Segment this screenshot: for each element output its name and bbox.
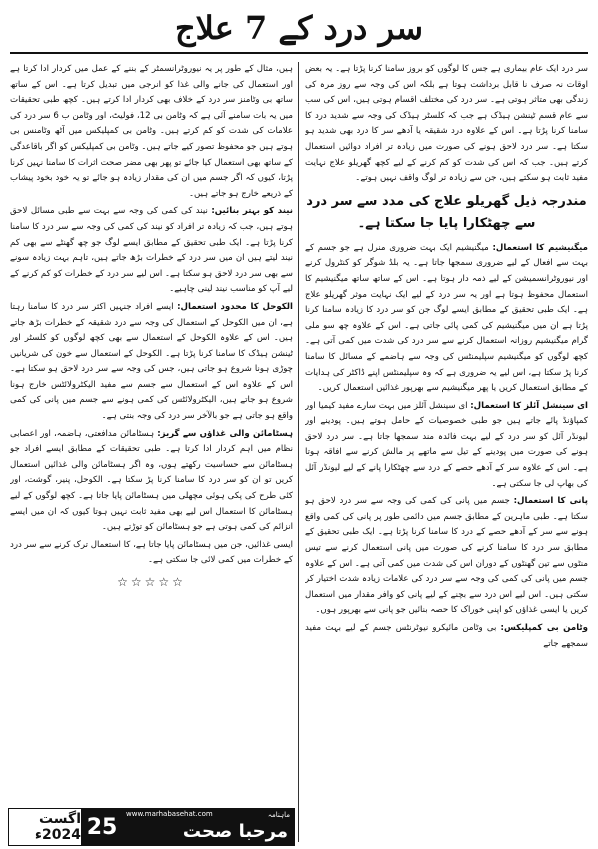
section-term: الکوحل کا محدود استعمال: <box>177 301 293 312</box>
closing-paragraph <box>10 538 293 569</box>
stars-divider: ☆☆☆☆☆ <box>117 575 186 589</box>
section-text: بی وٹامن مائیکرو نیوٹرنٹس جسم کے لیے بہت مفید سمجھے جاتے <box>305 623 588 649</box>
section-alcohol <box>10 300 293 425</box>
section-sleep <box>10 204 293 298</box>
column-divider <box>298 62 299 842</box>
section-term: ای سینشل آئلز کا استعمال: <box>470 400 588 411</box>
section-water <box>305 494 588 619</box>
section-term: میگنیشیم کا استعمال: <box>492 242 588 253</box>
section-essential-oils <box>305 399 588 493</box>
section-term: وٹامن بی کمپلیکس: <box>500 623 588 633</box>
section-text: ایسی غذائیں، جن میں ہسٹامائن پایا جاتا ہے، کا استعمال ترک کرنے سے سر درد کے خطرات میں کمی لائی جا سکتی ہے۔ <box>10 539 293 566</box>
section-vitamin-b <box>305 621 588 652</box>
magazine-name: مرحبا صحت <box>182 821 288 842</box>
section-histamine <box>10 427 293 536</box>
section-term: نیند کو بہتر بنائیں: <box>211 206 293 217</box>
section-text: ہسٹامائن مدافعتی، ہاضمہ، اور اعصابی نظام میں اہم کردار ادا کرتا ہے۔ طبی تحقیقات کے مطابق ایسے افراد جو ہسٹامائن سے حساسیت رکھتے ہوں، وہ اگر ہسٹامائن والی غذائیں استعمال کریں تو ان کو سر درد کا سامنا کرنا پڑ سکتا ہے۔ الکوحل، پنیر، گوشت، اور کئی طرح کی پکی ہوئی مچھلی میں ہسٹامائن پایا جاتا ہے۔ کچھ لوگوں کے لیے ہسٹامائن کا استعمال اس لیے بھی مفید ثابت نہیں ہوتا کیوں کہ ان میں ایسے انزائم کی کمی ہوتی ہے جو ہسٹامائن کو توڑتے ہیں۔ <box>10 428 293 533</box>
issue-date: اگست 2024ء <box>9 809 82 845</box>
section-magnesium <box>305 241 588 397</box>
section-text: ای سینشل آئلز میں بہت سارے مفید کیمیا اور کمپاؤنڈ پائے جاتے ہیں جو طبی خصوصیات کے حامل ہوتے ہیں۔ پودینے اور لیونڈر آئل کو سر درد کے لیے بہت فائدہ مند سمجھا جاتا ہے۔ سر درد لاحق ہونے کی صورت میں پودینے کے تیل سے ماتھے پر مالش کرنے سے افاقہ ہوتا ہے۔ اس کے علاوہ سر کے آدھے حصے کے درد سے چھٹکارا پانے کے لیے لیونڈر آئل کی بھاپ لی جا سکتی ہے۔ <box>305 400 588 489</box>
article-title: سر درد کے 7 علاج <box>174 9 424 47</box>
section-text: ہیں، مثال کے طور پر یہ نیوروٹرانسمٹر کے بننے کے عمل میں کردار ادا کرتا ہے اور استعمال کی جانے والی غذا کو انرجی میں تبدیل کرتا ہے۔ اس کے ساتھ ساتھ بی وٹامنز سر درد کے خلاف بھی کردار ادا کرتے ہیں۔ کچھ طبی تحقیقات میں یہ بات سامنے آئی ہے کہ وٹامن بی 12، فولیٹ، اور وٹامن ب 6 سر درد کی علامات کی شدت کو کم کرتے ہیں۔ وٹامن بی کمپلیکس میں آٹھ وٹامنس بی ہوتے ہیں جو محفوظ تصور کیے جاتے ہیں۔ وٹامن بی کمپلیکس کو اگر باقاعدگی کے ساتھ بھی استعمال کیا جائے تو پھر بھی مضر صحت اثرات کا سامنا نہیں کرنا پڑتا، کیوں کہ اگر جسم میں ان کی مقدار زیادہ ہو جائے تو یہ خود بخود پیشاب کے ذریعے خارج ہو جاتے ہیں۔ <box>10 64 293 199</box>
magazine-brand <box>122 809 294 845</box>
magazine-tagline: ماہنامہ <box>267 811 290 819</box>
section-text: میگنیشیم ایک بہت ضروری منرل ہے جو جسم کے بہت سے افعال کے لیے ضروری سمجھا جاتا ہے۔ یہ بلڈ شوگر کو کنٹرول کرنے اور نیوروٹرانسمیشن کے لیے ذمہ دار ہوتا ہے۔ اس کے ساتھ ساتھ میگنیشیم کا استعمال محفوظ ہوتا ہے اور یہ سر درد کے لیے ایک نہایت موثر گھریلو علاج ہے۔ ایک طبی تحقیق کے مطابق ایسے لوگ جن کو سر درد کا زیادہ سامنا کرنا پڑتا ہے ان میں میگنیشیم کی کمی پائی جاتی ہے۔ اس کے علاوہ چھ سو ملی گرام میگنیشیم روزانہ استعمال کرنے سے سر درد کی شدت میں کمی آتی ہے۔ کچھ لوگوں کو میگنیشیم سپلیمنٹس کی وجہ سے ہاضمے کے مسائل کا سامنا کرنا پڑ سکتا ہے، اس لیے یہ ضروری ہے کہ وہ سپلیمنٹس اپنے ڈاکٹر کی ہدایات کے مطابق استعمال کریں یا پھر میگنیشیم سے بھرپور غذائیں استعمال کریں۔ <box>305 242 588 394</box>
right-column <box>305 62 588 847</box>
section-term: ہسٹامائن والی غذاؤں سے گریز: <box>157 428 293 439</box>
section-text: جسم میں پانی کی کمی کی وجہ سے سر درد لاحق ہو سکتا ہے۔ طبی ماہرین کے مطابق جسم میں دائمی طور پر پانی کی کمی واقع ہونے سے سر کے آدھے حصے کے درد کا سامنا کرنا پڑتا ہے۔ ایک طبی تحقیق کے مطابق سر درد کا سامنا کرنے کی صورت میں پانی استعمال کرنے سے تیس منٹوں سے تین گھنٹوں کے دوران اس کی شدت میں کمی آتی ہے۔ اس کے علاوہ جسم میں پانی کی کمی کی وجہ سے سر درد کی علامات زیادہ شدت اختیار کر سکتی ہیں۔ اس لیے اس درد سے بچنے کے لیے پانی کو وافر مقدار میں استعمال کریں یا ایسی غذاؤں کو اپنی خوراک کا حصہ بنائیں جو پانی سے بھرپور ہوں۔ <box>305 496 588 616</box>
intro-paragraph: سر درد ایک عام بیماری ہے جس کا لوگوں کو بروز سامنا کرنا پڑتا ہے۔ یہ بعض اوقات نہ صرف نا قابل برداشت ہوتا ہے بلکہ اس کی وجہ سے روز مرہ کی زندگی بھی متاثر ہوتی ہے۔ سر درد کی مختلف اقسام ہوتی ہیں، اس کی سب سے عام قسم ٹینشن ہیڈک ہے جب کہ کلسٹر ہیڈک کی وجہ سے شدید درد کا سامنا کرنا پڑتا ہے۔ اس کے علاوہ درد شقیقہ یا آدھے سر کا درد بھی شدید ہو سکتا ہے۔ سر درد لاحق ہونے کی صورت میں زیادہ تر افراد دوائیں استعمال کرتے ہیں۔ جب کہ اس کی شدت کو کم کرنے کے لیے کچھ گھریلو علاج نہایت مفید ثابت ہو سکتے ہیں، جن سے زیادہ تر لوگ واقف نہیں ہوتے۔ <box>305 64 588 184</box>
section-subheading: مندرجہ ذیل گھریلو علاج کی مدد سے سر درد سے چھٹکارا پایا جا سکتا ہے۔ <box>306 193 587 231</box>
left-column <box>10 62 293 802</box>
section-term: پانی کا استعمال: <box>513 496 588 507</box>
website-url: www.marhabasehat.com <box>126 810 213 818</box>
section-text: ایسے افراد جنہیں اکثر سر درد کا سامنا رہتا ہے، ان میں الکوحل کے استعمال کی وجہ سے درد شقیقہ کے خطرات بڑھ جاتے ہیں۔ اس کے علاوہ الکوحل کے استعمال سے بھی کچھ لوگوں کو کلسٹر اور ٹینشن ہیڈک کا سامنا کرنا پڑتا ہے۔ الکوحل کے استعمال سے خون کی شریانیں چوڑی ہونا شروع ہو جاتی ہیں، جس کی وجہ سے سر درد لاحق ہو سکتا ہے۔ اس کے علاوہ اس کے استعمال سے جسم سے مفید الیکٹرولائٹس خارج ہونا شروع ہو جاتے ہیں، الیکٹرولائٹس کی کمی ہونے سے جسم میں پانی کی کمی واقع ہو جاتی ہے جو بالآخر سر درد کی وجہ بنتی ہے۔ <box>10 301 293 422</box>
section-vitamin-b-cont <box>10 62 293 202</box>
magazine-footer <box>8 808 295 846</box>
page-number: 25 <box>82 809 122 845</box>
section-text: نیند کی کمی کی وجہ سے بہت سے طبی مسائل لاحق ہوتے ہیں، جب کہ زیادہ تر افراد کو نیند کی کمی کی وجہ سے سر درد کا سامنا کرنا پڑتا ہے۔ ایک طبی تحقیق کے مطابق ایسے لوگ جو چھ گھنٹے سے بھی کم نیند لیتے ہیں ان میں سر درد کے خطرات بڑھ جاتے ہیں، تاہم بہت زیادہ سونے سے بھی سر درد لاحق ہو سکتا ہے۔ اس لیے سر درد کے خطرات کو کم کرنے کے لیے آپ کو مناسب نیند لینی چاہیے۔ <box>10 206 293 295</box>
title-rule <box>10 52 588 54</box>
